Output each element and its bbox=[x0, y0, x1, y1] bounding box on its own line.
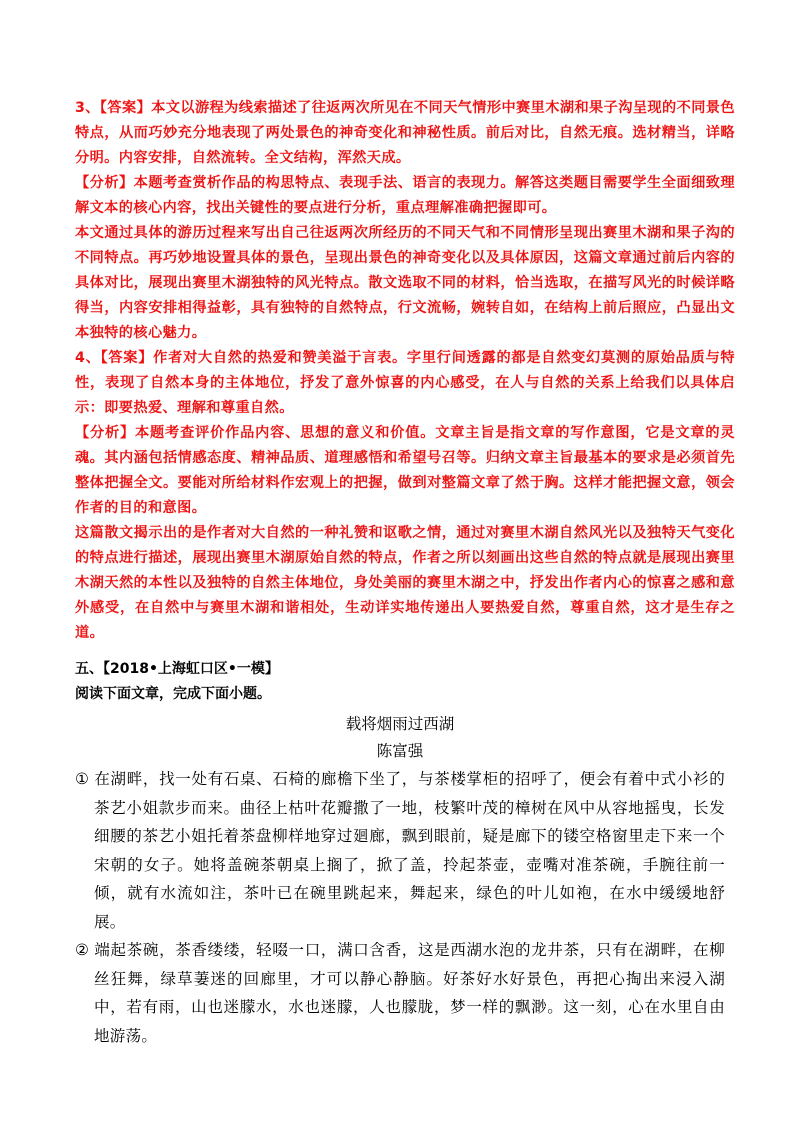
analysis-4: 【分析】本题考查评价作品内容、思想的意义和价值。文章主旨是指文章的写作意图，它是文章的灵魂。其内涵包括情感态度、精神品质、道理感悟和希望号召等。归纳文章主旨最基本的要求是必须首先整体把握全文。要能对所给材料作宏观上的把握，做到对整篇文章了然于胸。这样才能把握文意，领会作者的目的和意图。 bbox=[75, 425, 735, 516]
answer-3: 3、【答案】本文以游程为线索描述了往返两次所见在不同天气情形中赛里木湖和果子沟呈现的不同景色特点，从而巧妙充分地表现了两处景色的神奇变化和神秘性质。前后对比，自然无痕。选材精当，详略分明。内容安排，自然流转。全文结构，浑然天成。 bbox=[75, 100, 735, 166]
analysis-3: 【分析】本题考查赏析作品的构思特点、表现手法、语言的表现力。解答这类题目需要学生全面细致理解文本的核心内容，找出关键性的要点进行分析，重点理解准确把握即可。 bbox=[75, 175, 735, 216]
article-paragraph-2 bbox=[75, 936, 725, 1050]
section-header bbox=[75, 657, 735, 707]
paragraph-text: 在湖畔，找一处有石桌、石椅的廊檐下坐了，与茶楼掌柜的招呼了，便会有着中式小衫的茶艺小姐款步而来。曲径上枯叶花瓣撒了一地，枝繁叶茂的樟树在风中从容地摇曳，长发细腰的茶艺小姐托着茶盘柳样地穿过廻廊，飘到眼前，疑是廊下的镂空格窗里走下来一个宋朝的女子。她将盖碗茶朝桌上搁了，掀了盖，拎起茶壶，壶嘴对准茶碗，手腕往前一倾，就有水流如注，茶叶已在碗里跳起来，舞起来，绿色的叶儿如袍，在水中缓缓地舒展。 bbox=[94, 770, 725, 931]
paragraph-number: ② bbox=[75, 941, 90, 959]
section-instruction: 阅读下面文章，完成下面小题。 bbox=[75, 686, 271, 702]
article-body bbox=[75, 765, 725, 1050]
analysis-3-detail: 本文通过具体的游历过程来写出自己往返两次所经历的不同天气和不同情形呈现出赛里木湖和果子沟的不同特点。再巧妙地设置具体的景色，呈现出景色的神奇变化以及具体原因，这篇文章通过前后内容的具体对比，展现出赛里木湖独特的风光特点。散文选取不同的材料，恰当选取，在描写风光的时候详略得当，内容安排相得益彰，具有独特的自然特点，行文流畅，婉转自如，在结构上前后照应，凸显出文本独特的核心魅力。 bbox=[75, 225, 735, 341]
article-author: 陈富强 bbox=[376, 742, 424, 760]
analysis-4-detail: 这篇散文揭示出的是作者对大自然的一种礼赞和讴歌之情，通过对赛里木湖自然风光以及独特天气变化的特点进行描述，展现出赛里木湖原始自然的特点，作者之所以刻画出这些自然的特点就是展现出赛里木湖天然的本性以及独特的自然主体地位，身处美丽的赛里木湖之中，抒发出作者内心的惊喜之感和意外感受，在自然中与赛里木湖和谐相处，生动详实地传递出人要热爱自然，尊重自然，这才是生存之道。 bbox=[75, 525, 735, 641]
section-heading: 五、【2018•上海虹口区•一模】 bbox=[75, 661, 279, 677]
article-title: 载将烟雨过西湖 bbox=[345, 715, 455, 733]
paragraph-number: ① bbox=[75, 770, 90, 788]
paragraph-text: 端起茶碗，茶香缕缕，轻啜一口，满口含香，这是西湖水泡的龙井茶，只有在湖畔，在柳丝狂舞，绿草萋迷的回廊里，才可以静心静脑。好茶好水好景色，再把心掏出来浸入湖中，若有雨，山也迷朦水，水也迷朦，人也朦胧，梦一样的飘渺。这一刻，心在水里自由地游荡。 bbox=[94, 941, 725, 1045]
answer-analysis-block bbox=[75, 96, 735, 646]
article-paragraph-1 bbox=[75, 765, 725, 936]
answer-4: 4、【答案】作者对大自然的热爱和赞美溢于言表。字里行间透露的都是自然变幻莫测的原始品质与特性，表现了自然本身的主体地位，抒发了意外惊喜的内心感受，在人与自然的关系上给我们以具体启示：即要热爱、理解和尊重自然。 bbox=[75, 350, 735, 416]
